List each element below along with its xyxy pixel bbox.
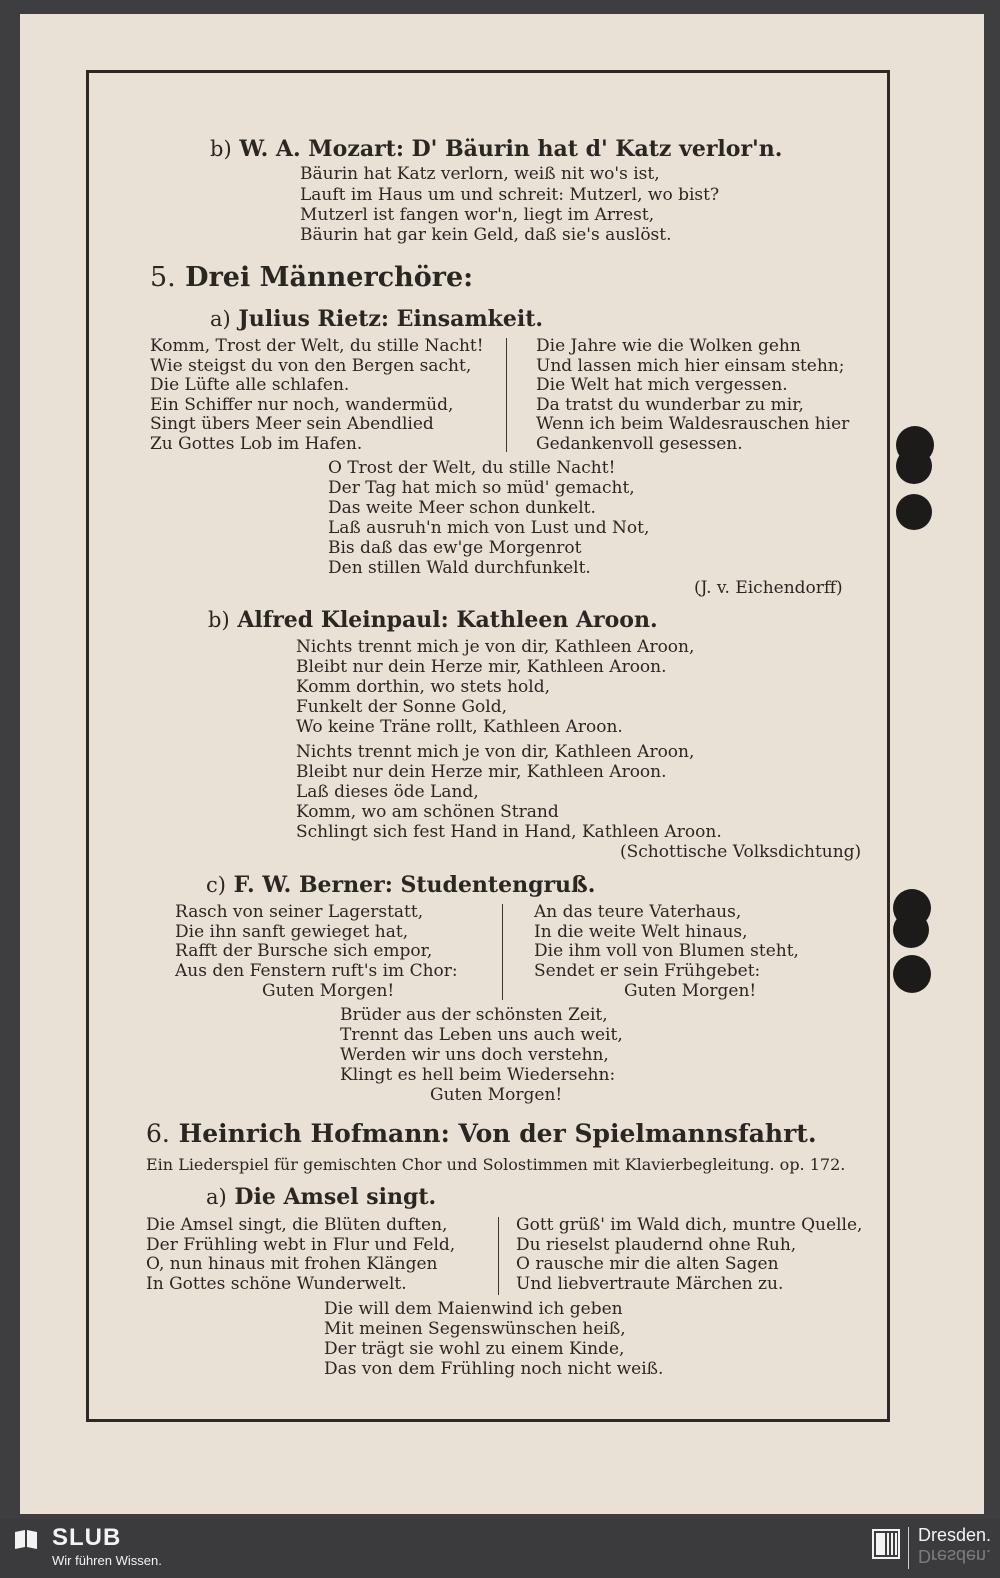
verse-line: Sendet er sein Frühgebet: [534, 961, 761, 981]
city-name[interactable]: Dresden. [918, 1525, 992, 1545]
verse-line: Nichts trennt mich je von dir, Kathleen Aroon, [296, 637, 695, 657]
refrain-line: Laß ausruh'n mich von Lust und Not, [328, 518, 650, 538]
refrain-line: Werden wir uns doch verstehn, [340, 1045, 609, 1065]
verse-line: Schlingt sich fest Hand in Hand, Kathleen Aroon. [296, 822, 722, 842]
verse-line: Die Amsel singt, die Blüten duften, [146, 1215, 448, 1235]
verse-line: Die ihm voll von Blumen steht, [534, 941, 799, 961]
verse-line: O, nun hinaus mit frohen Klängen [146, 1254, 438, 1274]
refrain-line: Das weite Meer schon dunkelt. [328, 498, 596, 518]
verse-line: Bäurin hat Katz verlorn, weiß nit wo's ist, [300, 164, 660, 184]
verse-line: Ein Schiffer nur noch, wandermüd, [150, 395, 454, 415]
section-heading: a) Die Amsel singt. [206, 1184, 437, 1210]
author-credit: (Schottische Volksdichtung) [620, 842, 862, 862]
verse-line: Der Frühling webt in Flur und Feld, [146, 1235, 456, 1255]
verse-line: Rafft der Bursche sich empor, [175, 941, 433, 961]
verse-line: An das teure Vaterhaus, [534, 902, 742, 922]
column-divider [498, 1217, 499, 1295]
verse-line: Guten Morgen! [624, 981, 757, 1001]
verse-line: Wenn ich beim Waldesrauschen hier [536, 414, 850, 434]
verse-line: Gedankenvoll gesessen. [536, 434, 743, 454]
verse-line: Die ihn sanft gewieget hat, [175, 922, 409, 942]
verse-line: Nichts trennt mich je von dir, Kathleen Aroon, [296, 742, 695, 762]
refrain-line: Guten Morgen! [430, 1085, 563, 1105]
section-heading: c) F. W. Berner: Studentengruß. [206, 872, 596, 898]
city-name-reflection: Dresden. [918, 1546, 992, 1566]
section-heading: b) Alfred Kleinpaul: Kathleen Aroon. [208, 607, 658, 633]
verse-line: Bäurin hat gar kein Geld, daß sie's auslöst. [300, 225, 672, 245]
verse-line: Die Welt hat mich vergessen. [536, 375, 788, 395]
verse-line: Bleibt nur dein Herze mir, Kathleen Aroon. [296, 657, 667, 677]
logo-divider [908, 1527, 909, 1569]
verse-line: Die Jahre wie die Wolken gehn [536, 336, 801, 356]
punch-hole [896, 494, 932, 530]
verse-line: Laß dieses öde Land, [296, 782, 479, 802]
verse-line: Mutzerl ist fangen wor'n, liegt im Arrest, [300, 205, 655, 225]
brand-slogan: Wir führen Wissen. [52, 1553, 162, 1568]
section-title: 6. Heinrich Hofmann: Von der Spielmannsfahrt. [146, 1119, 817, 1148]
section-heading: a) Julius Rietz: Einsamkeit. [210, 306, 544, 332]
verse-line: Gott grüß' im Wald dich, muntre Quelle, [516, 1215, 863, 1235]
verse-line: Bleibt nur dein Herze mir, Kathleen Aroon. [296, 762, 667, 782]
column-divider [506, 338, 507, 452]
verse-line: Komm dorthin, wo stets hold, [296, 677, 551, 697]
verse-line: Zu Gottes Lob im Hafen. [150, 434, 363, 454]
verse-line: Die Lüfte alle schlafen. [150, 375, 350, 395]
section-heading: b) W. A. Mozart: D' Bäurin hat d' Katz verlor'n. [210, 136, 783, 162]
verse-line: In Gottes schöne Wunderwelt. [146, 1274, 407, 1294]
verse-line: Guten Morgen! [262, 981, 395, 1001]
refrain-line: Der Tag hat mich so müd' gemacht, [328, 478, 635, 498]
verse-line: Wie steigst du von den Bergen sacht, [150, 356, 472, 376]
refrain-line: Klingt es hell beim Wiedersehn: [340, 1065, 616, 1085]
punch-hole [893, 955, 931, 993]
verse-line: Komm, wo am schönen Strand [296, 802, 559, 822]
punch-hole [893, 912, 929, 948]
verse-line: Wo keine Träne rollt, Kathleen Aroon. [296, 717, 623, 737]
refrain-line: Das von dem Frühling noch nicht weiß. [324, 1359, 664, 1379]
section-title: 5. Drei Männerchöre: [150, 262, 474, 293]
refrain-line: Den stillen Wald durchfunkelt. [328, 558, 591, 578]
refrain-line: O Trost der Welt, du stille Nacht! [328, 458, 616, 478]
verse-line: Du rieselst plaudernd ohne Ruh, [516, 1235, 797, 1255]
refrain-line: Mit meinen Segenswünschen heiß, [324, 1319, 626, 1339]
verse-line: Und liebvertraute Märchen zu. [516, 1274, 784, 1294]
author-credit: (J. v. Eichendorff) [694, 578, 843, 598]
brand-name[interactable]: SLUB [52, 1524, 122, 1551]
refrain-line: Der trägt sie wohl zu einem Kinde, [324, 1339, 625, 1359]
refrain-line: Brüder aus der schönsten Zeit, [340, 1005, 608, 1025]
section-subtitle: Ein Liederspiel für gemischten Chor und Solostimmen mit Klavierbegleitung. op. 172. [146, 1155, 846, 1174]
refrain-line: Bis daß das ew'ge Morgenrot [328, 538, 582, 558]
column-divider [502, 904, 503, 1000]
verse-line: Komm, Trost der Welt, du stille Nacht! [150, 336, 484, 356]
verse-line: In die weite Welt hinaus, [534, 922, 748, 942]
book-icon[interactable] [14, 1529, 38, 1549]
city-crest-icon[interactable] [872, 1529, 900, 1559]
verse-line: Aus den Fenstern ruft's im Chor: [175, 961, 458, 981]
verse-line: Funkelt der Sonne Gold, [296, 697, 507, 717]
verse-line: Rasch von seiner Lagerstatt, [175, 902, 424, 922]
verse-line: O rausche mir die alten Sagen [516, 1254, 779, 1274]
verse-line: Da tratst du wunderbar zu mir, [536, 395, 804, 415]
verse-line: Lauft im Haus um und schreit: Mutzerl, wo bist? [300, 185, 720, 205]
punch-hole [896, 448, 932, 484]
footer-bar [0, 1519, 1000, 1578]
refrain-line: Die will dem Maienwind ich geben [324, 1299, 623, 1319]
verse-line: Singt übers Meer sein Abendlied [150, 414, 434, 434]
refrain-line: Trennt das Leben uns auch weit, [340, 1025, 623, 1045]
verse-line: Und lassen mich hier einsam stehn; [536, 356, 845, 376]
